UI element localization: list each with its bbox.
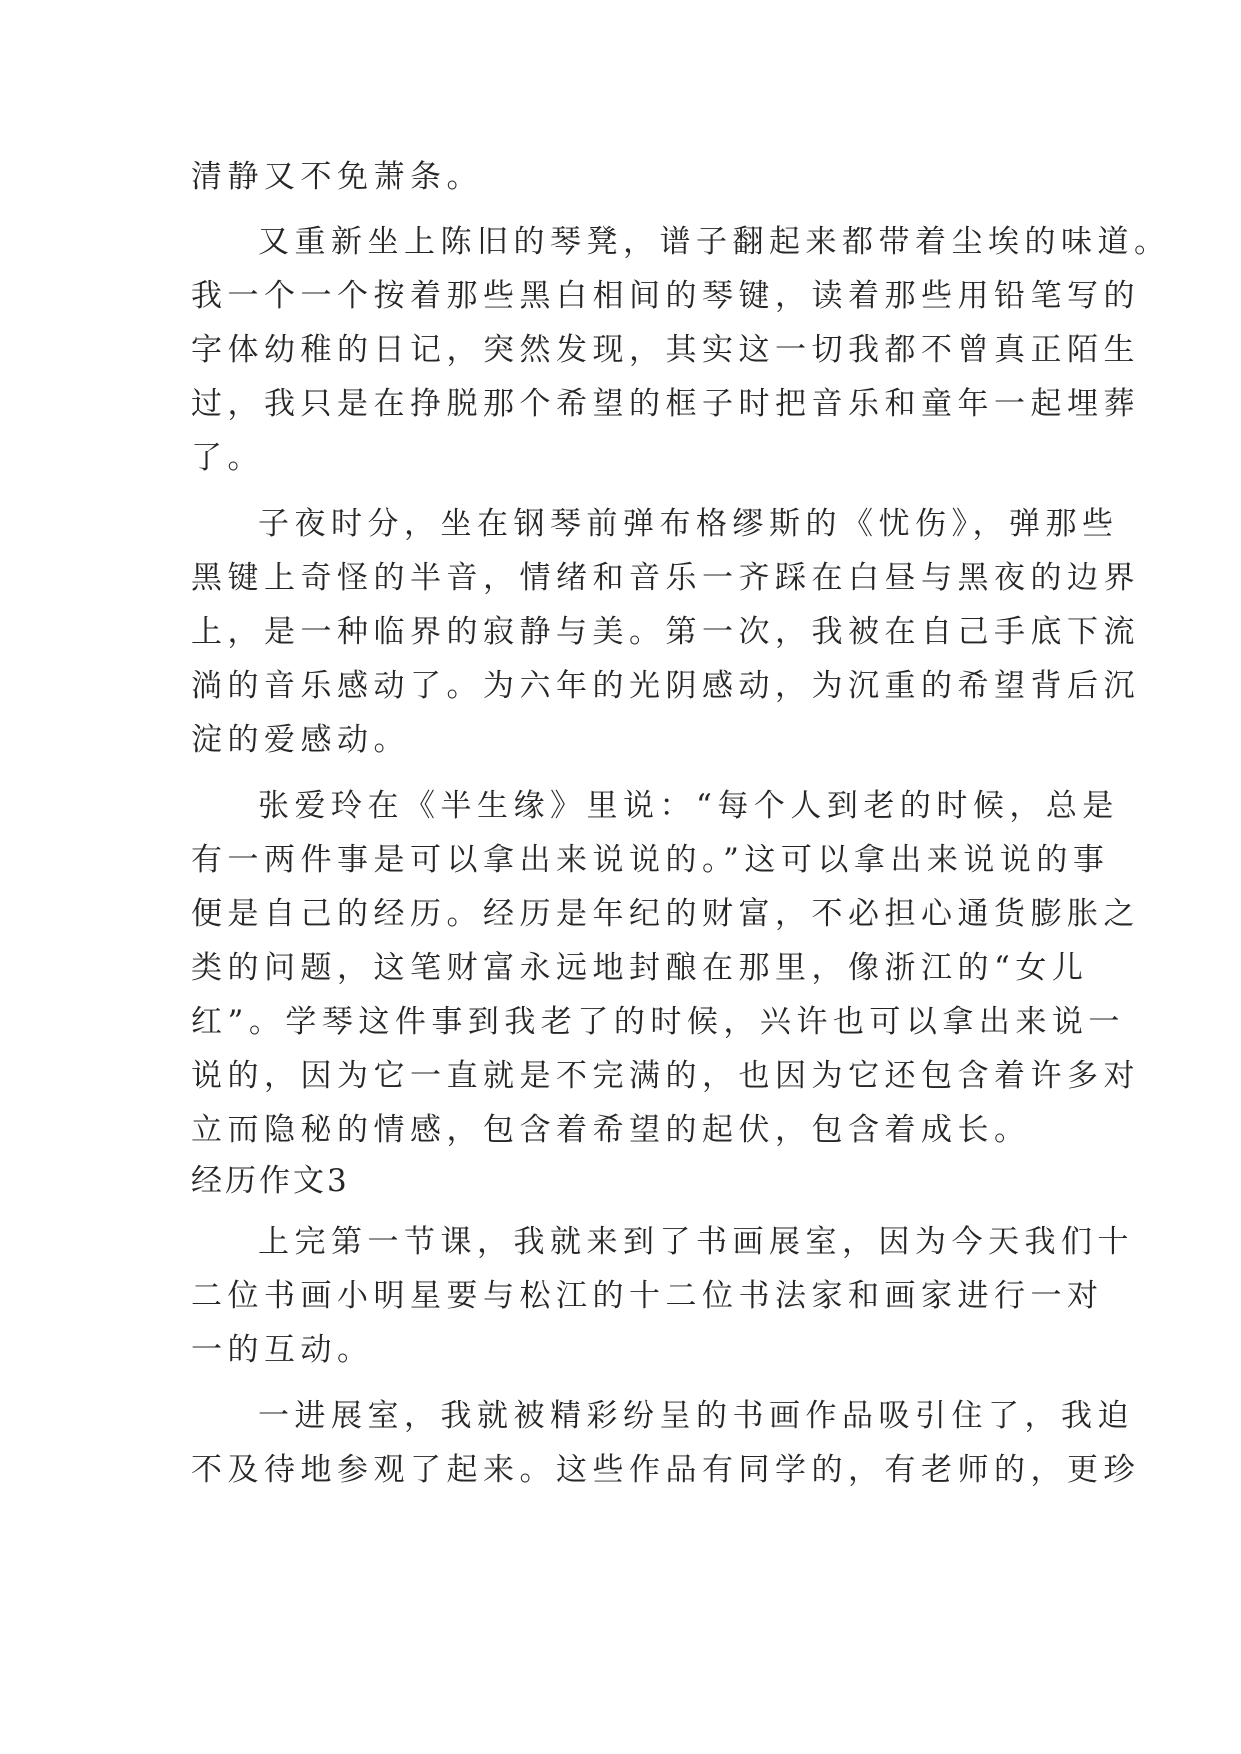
text-line: 上，是一种临界的寂静与美。第一次，我被在自己手底下流 (191, 614, 1140, 650)
paragraph-first-line: 又重新坐上陈旧的琴凳，谱子翻起来都带着尘埃的味道。 (258, 224, 1171, 260)
text-line: 类的问题，这笔财富永远地封酿在那里，像浙江的“女儿 (191, 950, 1089, 986)
text-line: 说的，因为它一直就是不完满的，也因为它还包含着许多对 (191, 1058, 1140, 1094)
text-line: 字体幼稚的日记，突然发现，其实这一切我都不曾真正陌生 (191, 332, 1140, 368)
text-line: 红”。学琴这件事到我老了的时候，兴许也可以拿出来说一 (191, 1004, 1125, 1040)
text-line: 我一个一个按着那些黑白相间的琴键，读着那些用铅笔写的 (191, 278, 1140, 314)
paragraph-first-line: 一进展室，我就被精彩纷呈的书画作品吸引住了，我迫 (258, 1398, 1134, 1434)
text-line: 了。 (191, 440, 264, 476)
text-line: 一的互动。 (191, 1332, 374, 1368)
text-line: 二位书画小明星要与松江的十二位书法家和画家进行一对 (191, 1278, 1104, 1314)
text-line: 淀的爱感动。 (191, 722, 410, 758)
paragraph-first-line: 子夜时分，坐在钢琴前弹布格缪斯的《忧伤》，弹那些 (258, 506, 1119, 542)
text-line: 便是自己的经历。经历是年纪的财富，不必担心通货膨胀之 (191, 896, 1140, 932)
text-line: 过，我只是在挣脱那个希望的框子时把音乐和童年一起埋葬 (191, 386, 1140, 422)
paragraph-first-line: 上完第一节课，我就来到了书画展室，因为今天我们十 (258, 1224, 1134, 1260)
text-line: 黑键上奇怪的半音，情绪和音乐一齐踩在白昼与黑夜的边界 (191, 560, 1140, 596)
text-line: 不及待地参观了起来。这些作品有同学的，有老师的，更珍 (191, 1452, 1140, 1488)
section-heading: 经历作文3 (191, 1163, 350, 1199)
text-line: 清静又不免萧条。 (191, 159, 483, 195)
paragraph-first-line: 张爱玲在《半生缘》里说：“每个人到老的时候，总是 (258, 788, 1119, 824)
text-line: 立而隐秘的情感，包含着希望的起伏，包含着成长。 (191, 1112, 1031, 1148)
text-line: 淌的音乐感动了。为六年的光阴感动，为沉重的希望背后沉 (191, 668, 1140, 704)
text-line: 有一两件事是可以拿出来说说的。”这可以拿出来说说的事 (191, 842, 1110, 878)
